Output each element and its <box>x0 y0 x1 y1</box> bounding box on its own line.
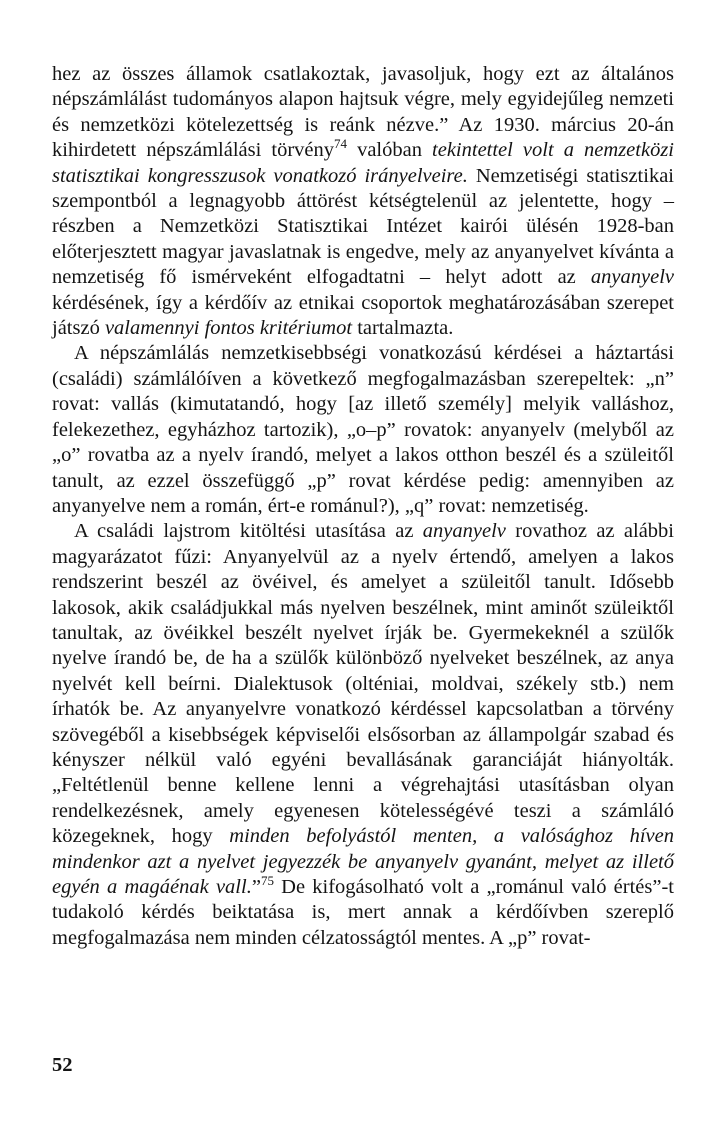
italic-text: minden befolyástól menten, a valósághoz híven mindenkor azt a nyelvet jegyezzék be anyanyelv gyanánt, melyet az illető egyén a magáénak vall. <box>52 825 674 898</box>
text-run: A családi lajstrom kitöltési utasítása az <box>74 520 423 543</box>
text-run: De kifogásolható volt a „románul való értés”-t tudakoló kérdés beiktatása is, mert annak a kérdőívben szereplő megfogalmazása nem minden célzatosságtól mentes. A „p” rovat- <box>52 876 674 949</box>
footnote-reference: 75 <box>260 873 274 888</box>
italic-text: anyanyelv <box>422 520 506 543</box>
text-run: hez az összes államok csatlakoztak, javasoljuk, hogy ezt az általános népszámlálást tudományos alapon hajtsuk végre, mely egyidejűleg nemzeti és nemzetközi kötelezettség is reánk nézve.” Az 1930. március 20-án kihirdetett népszámlálási törvény <box>52 63 674 162</box>
text-run: rovathoz az alábbi magyarázatot fűzi: Anyanyelvül az a nyelv értendő, amelyen a lakos rendszerint beszél az övéivel, és amelyet a szüleitől tanult. Idősebb lakosok, akik családjukkal más nyelven beszélnek, mint aminőt szüleiktől tanultak, az övéikkel beszélt nyelvet írják be. Gyermekeknél a szülők nyelve írandó be, de ha a szülők különböző nyelveket beszélnek, az anya nyelvét kell beírni. Dialektusok (olténiai, moldvai, székely stb.) nem írhatók be. Az anyanyelvre vonatkozó kérdéssel kapcsolatban a törvény szövegéből a kisebbségek képviselői elsősorban az állampolgár szabad és kényszer nélkül való egyéni bevallásának garanciáját hiányolták. „Feltétlenül benne kellene lenni a végrehajtási utasításban olyan rendelkezésnek, amely egyenesen kötelességévé teszi a számláló közegeknek, hogy <box>52 520 674 848</box>
page-number: 52 <box>52 1054 73 1076</box>
italic-text: tekintettel volt a nemzetközi statisztikai kongresszusok vonatkozó irányelveire. <box>52 139 674 187</box>
italic-text: anyanyelv <box>590 266 674 289</box>
footnote-reference: 74 <box>334 136 347 152</box>
paragraph <box>52 341 674 519</box>
text-run: kérdésének, így a kérdőív az etnikai csoportok meghatározásában szerepet játszó <box>52 291 674 340</box>
text-run: A népszámlálás nemzetkisebbségi vonatkozású kérdései a háztartási (családi) számlálóíven a következő megfogalmazásban szerepeltek: „n” rovat: vallás (kimutatandó, hogy [az illető személy] melyik valláshoz, felekezethez, egyházhoz tartozik), „o–p” rovatok: anyanyelv (melyből az „o” rovatba az a nyelv írandó, melyet a lakos otthon beszél és a szüleitől tanult, az ezzel összefüggő „p” rovat kérdése pedig: amennyiben az anyanyelve nem a román, ért-e románul?), „q” rovat: nemzetiség. <box>52 342 674 517</box>
italic-text: valamennyi fontos kritériumot <box>104 317 353 340</box>
text-run: valóban <box>347 139 433 162</box>
text-run: tartalmazta. <box>352 317 454 340</box>
text-run: Nemzetiségi statisztikai szempontból a legnagyobb áttörést kétségtelenül az jelentette, hogy – részben a Nemzetközi Statisztikai Intézet kairói ülésén 1928-ban előterjesztett magyar javaslatnak is engedve, mely az anyanyelvet kívánta a nemzetiség fő ismérveként elfogadtatni – helyt adott az <box>52 164 674 289</box>
paragraph <box>52 519 674 951</box>
text-run: ” <box>251 876 261 898</box>
body-text <box>52 62 674 951</box>
paragraph <box>52 62 674 341</box>
